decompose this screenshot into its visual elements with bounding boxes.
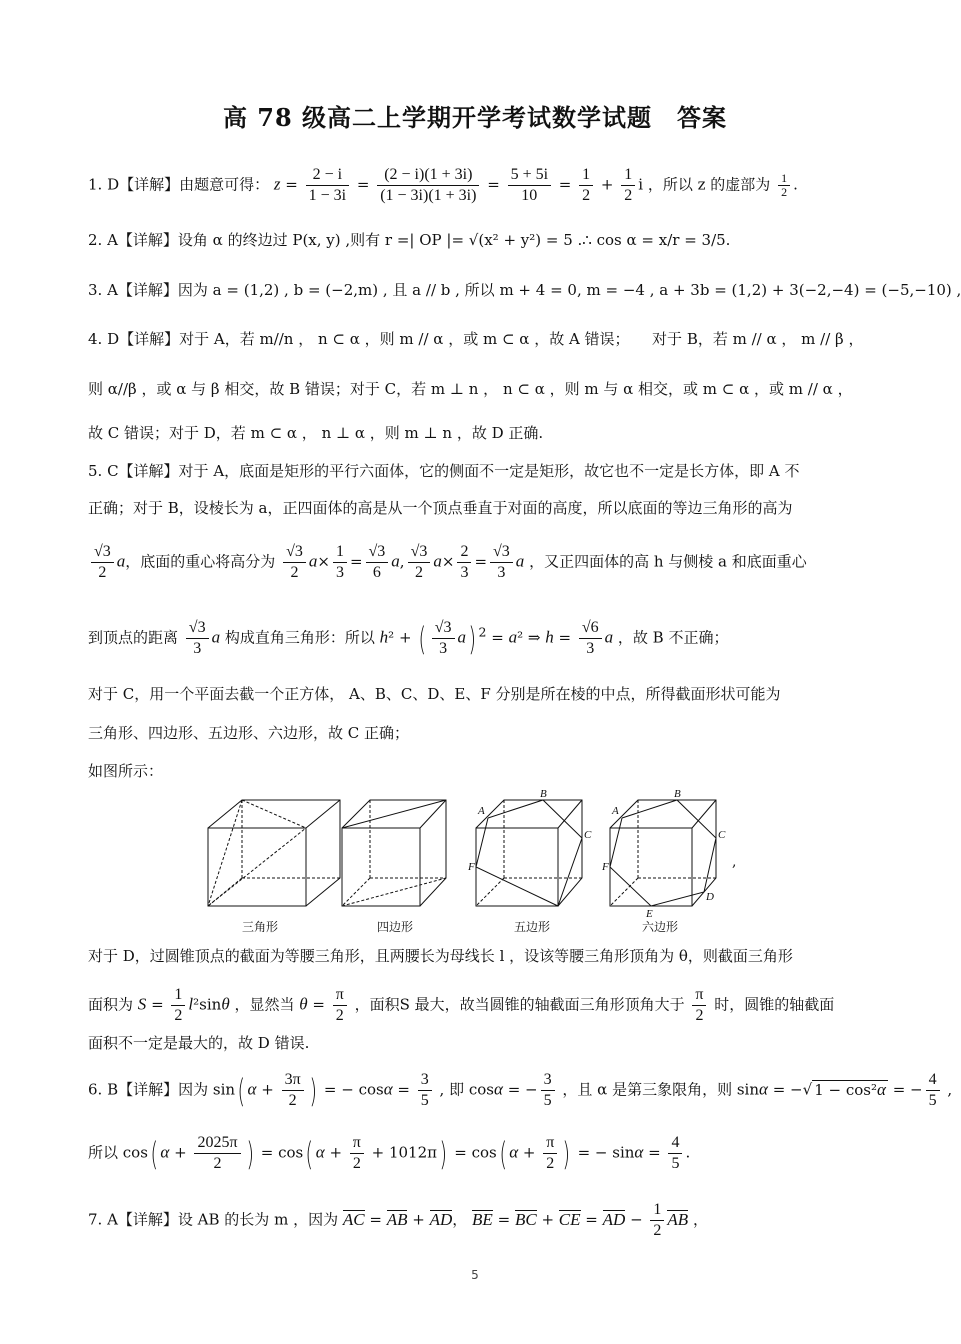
question-6-line-2: 所以 cos( α + $\frac{2025\pi}{2}$ ) = cos( α + $\frac{\pi}{2}$ + 1012π) = cos( α + $\frac{\pi}{2}$ ) = − sinα = $\frac{4}{5}$ . bbox=[88, 1134, 691, 1173]
q5-l9a-text: 面积为 bbox=[88, 995, 134, 1014]
q5-l9d-text: 时，圆锥的轴截面 bbox=[714, 995, 835, 1014]
q1-tail: ，所以 z 的虚部为 bbox=[647, 175, 771, 194]
question-5-line-7: 如图所示： bbox=[88, 762, 164, 780]
caption-hexagon: 六边形 bbox=[641, 920, 678, 934]
caption-quadrilateral: 四边形 bbox=[376, 920, 413, 934]
svg-text:D: D bbox=[706, 891, 714, 903]
question-4-line-1: 4. D【详解】对于 A，若 m//n ， n ⊂ α ，则 m // α ，或 m ⊂ α ，故 A 错误； 对于 B，若 m // α ， m // β ， bbox=[88, 330, 864, 348]
question-5-line-8: 对于 D，过圆锥顶点的截面为等腰三角形，且两腰长为母线长 l ，设该等腰三角形顶角为 θ，则截面三角形 bbox=[88, 947, 793, 965]
caption-triangle: 三角形 bbox=[241, 920, 278, 934]
svg-text:B: B bbox=[674, 788, 681, 800]
q7-l1a-text: 7. A【详解】设 AB 的长为 m ，因为 bbox=[88, 1210, 339, 1229]
page-title: 高 78 级高二上学期开学考试数学试题 答案 bbox=[222, 103, 728, 132]
question-1: 1. D【详解】由题意可得： z = $\frac{2 - i}{1 - 3i}$ = $\frac{(2 - i)(1 + 3i)}{(1 - 3i)(1 + 3i)}$ = $\frac{5 + 5i}{10}$ = $\frac{1}{2}$ + $\frac{1}{2}$ i ，所以 z 的虚部为 $\frac{1}{2}$ . bbox=[88, 166, 798, 204]
question-4-line-2: 则 α//β ，或 α 与 β 相交，故 B 错误；对于 C，若 m ⊥ n ， n ⊂ α ，则 m 与 α 相交，或 m ⊂ α ，或 m // α ， bbox=[88, 380, 853, 398]
svg-text:A: A bbox=[612, 805, 619, 817]
q1-text: 1. D【详解】由题意可得： bbox=[88, 175, 270, 194]
cube-section-figures bbox=[200, 790, 760, 940]
question-3: 3. A【详解】因为 a = (1,2) , b = (−2,m) , 且 a // b , 所以 m + 4 = 0, m = −4 , a + 3b = (1,2) + 3(−2,−4) = (−5,−10) , bbox=[88, 281, 961, 299]
question-5-line-10: 面积不一定是最大的，故 D 错误. bbox=[88, 1034, 310, 1052]
question-2: 2. A【详解】设角 α 的终边过 P(x, y) ,则有 r =| OP |= √(x² + y²) = 5 .∴ cos α = x/r = 3/5. bbox=[88, 231, 731, 249]
q5-l4c-text: ，故 B 不正确； bbox=[617, 628, 729, 647]
figure-pentagon bbox=[468, 790, 598, 915]
q5-l3-text: ，底面的重心将高分为 bbox=[125, 552, 276, 571]
svg-text:F: F bbox=[602, 861, 609, 873]
q6-l2a-text: 所以 bbox=[88, 1143, 119, 1162]
q5-l9b-text: ，显然当 bbox=[234, 995, 295, 1014]
figure-quadrilateral bbox=[340, 790, 450, 915]
q6-l1c-text: ，且 α 是第三象限角，则 bbox=[562, 1080, 733, 1099]
q5-l9c-text: ，面积S 最大，故当圆锥的轴截面三角形顶角大于 bbox=[354, 995, 685, 1014]
q5-l4-text: 到顶点的距离 bbox=[88, 628, 179, 647]
question-5-line-1: 5. C【详解】对于 A，底面是矩形的平行六面体，它的侧面不一定是矩形，故它也不一定是长方体，即 A 不 bbox=[88, 462, 800, 480]
svg-text:A: A bbox=[478, 805, 485, 817]
caption-pentagon: 五边形 bbox=[513, 920, 550, 934]
svg-text:E: E bbox=[646, 908, 653, 920]
figure-hexagon bbox=[602, 788, 752, 920]
svg-text:C: C bbox=[584, 829, 592, 841]
question-5-line-4: 到顶点的距离 $\frac{√3}{3}$ a 构成直角三角形：所以 h² + ( $\frac{√3}{3}$ a) $^2$ = a² ⇒ h = $\frac{√6}{3}$ a ，故 B 不正确； bbox=[88, 619, 729, 658]
question-4-line-3: 故 C 错误；对于 D，若 m ⊂ α ， n ⊥ α ，则 m ⊥ n ，故 D 正确. bbox=[88, 424, 544, 442]
q5-l4b-text: 构成直角三角形：所以 bbox=[224, 628, 375, 647]
q7-l1b-text: ， bbox=[692, 1210, 708, 1229]
q5-l3b-text: ，又正四面体的高 h 与侧棱 a 和底面重心 bbox=[529, 552, 807, 571]
question-5-line-3: $\frac{√3}{2}$ a，底面的重心将高分为 $\frac{√3}{2}$ a× $\frac{1}{3}$ = $\frac{√3}{6}$ a, $\frac{√3}{2}$ a× $\frac{2}{3}$ = $\frac{√3}{3}$ a ，又正四面体的高 h 与侧棱 a 和底面重心 bbox=[88, 542, 807, 583]
svg-text:F: F bbox=[468, 861, 475, 873]
question-5-line-9: 面积为 S = $\frac{1}{2}$ l²sinθ ，显然当 θ = $\frac{\pi}{2}$ ，面积S 最大，故当圆锥的轴截面三角形顶角大于 $\frac{\pi}{2}$ 时，圆锥的轴截面 bbox=[88, 986, 835, 1024]
figure-triangle bbox=[200, 790, 340, 915]
question-7-line-1: 7. A【详解】设 AB 的长为 m ，因为 AC = AB + AD， BE = BC + CE = AD − $\frac{1}{2}$ AB ， bbox=[88, 1201, 708, 1239]
svg-text:B: B bbox=[540, 788, 547, 800]
question-5-line-2: 正确；对于 B，设棱长为 a，正四面体的高是从一个顶点垂直于对面的高度，所以底面的等边三角形的高为 bbox=[88, 499, 793, 517]
q6-l1a-text: 6. B【详解】因为 bbox=[88, 1080, 209, 1099]
svg-text:,: , bbox=[732, 854, 737, 870]
question-5-line-5: 对于 C，用一个平面去截一个正方体， A、B、C、D、E、F 分别是所在棱的中点，所得截面形状可能为 bbox=[88, 685, 781, 703]
question-5-line-6: 三角形、四边形、五边形、六边形，故 C 正确； bbox=[88, 724, 410, 742]
page-number: 5 bbox=[471, 1268, 479, 1282]
svg-text:C: C bbox=[718, 829, 726, 841]
question-6-line-1: 6. B【详解】因为 sin( α + $\frac{3\pi}{2}$ ) = − cosα = $\frac{3}{5}$ , 即 cosα = − $\frac{3}{5}$ ，且 α 是第三象限角，则 sinα = −√ 1 − cos²α = − $\frac{4}{5}$ , bbox=[88, 1071, 953, 1110]
q6-l1b-text: , 即 bbox=[439, 1080, 465, 1099]
